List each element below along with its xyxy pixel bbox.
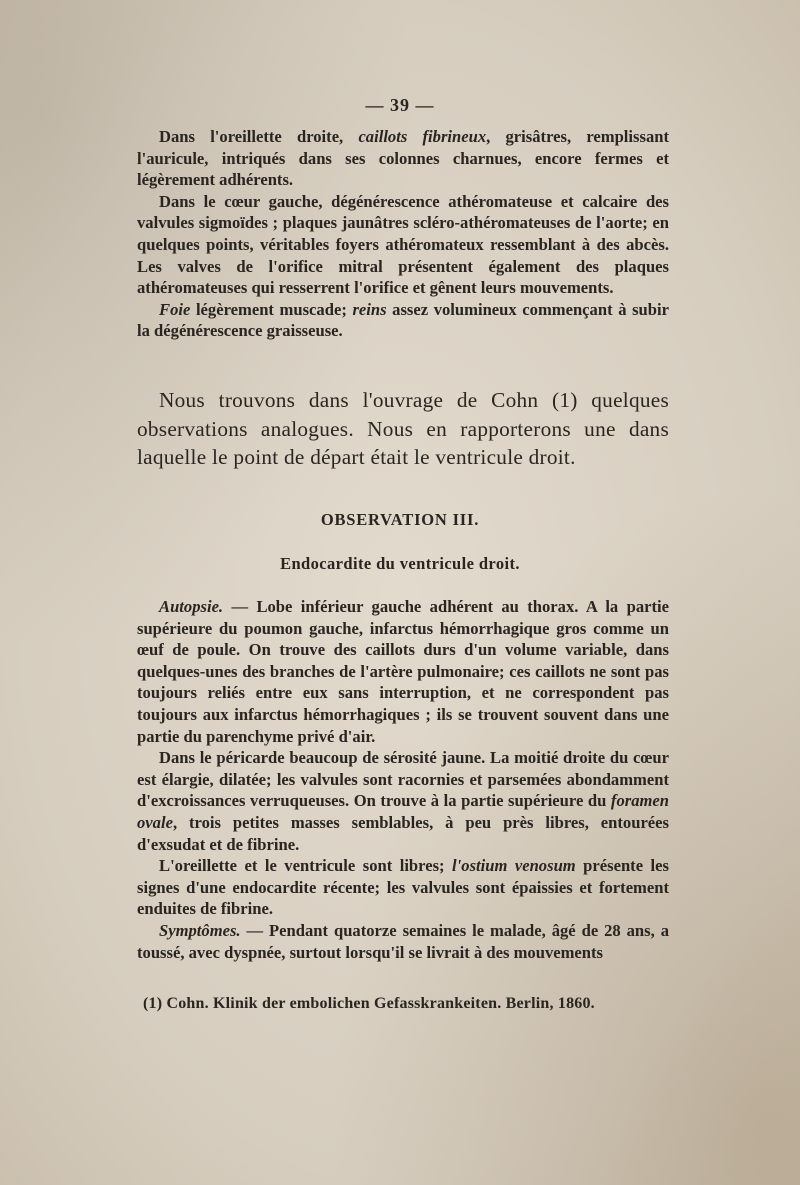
paragraph-right-atrium: Dans l'oreillette droite, caillots fibrineux, grisâtres, remplissant l'auricule, intriqués dans ses colonnes charnues, encore fermes et légèrement adhérents. [137, 127, 669, 190]
paragraph-atrium-ventricle: L'oreillette et le ventricule sont libres; l'ostium venosum présente les signes d'une endocardite récente; les valvules sont épaissies et fortement enduites de fibrine. [137, 856, 669, 919]
observation-body [137, 596, 669, 963]
observation-subtitle: Endocardite du ventricule droit. [280, 554, 520, 573]
page-number: — 39 — [365, 95, 435, 115]
paragraph-autopsy: Autopsie. — Lobe inférieur gauche adhérent au thorax. A la partie supérieure du poumon gauche, infarctus hémorrhagique gros comme un œuf de poule. On trouve des caillots durs d'un volume variable, dans quelques-unes des branches de l'artère pulmonaire; ces caillots ne sont pas toujours reliés entre eux sans interruption, et ne correspondent pas toujours aux infarctus hémorrhagiques ; ils se trouvent souvent dans une partie du parenchyme privé d'air. [137, 597, 669, 746]
paragraph-intro: Nous trouvons dans l'ouvrage de Cohn (1) quelques observations analogues. Nous en rapporterons une dans laquelle le point de départ était le ventricule droit. [137, 388, 669, 470]
footnote: (1) Cohn. Klinik der embolichen Gefasskrankeiten. Berlin, 1860. [143, 995, 595, 1012]
paragraph-pericardium: Dans le péricarde beaucoup de sérosité jaune. La moitié droite du cœur est élargie, dilatée; les valvules sont racornies et parsemées abondamment d'excroissances verruqueuses. On trouve à la partie supérieure du foramen ovale, trois petites masses semblables, à peu près libres, entourées d'exsudat et de fibrine. [137, 748, 669, 854]
autopsy-continuation [137, 126, 669, 342]
observation-title: OBSERVATION III. [320, 510, 480, 529]
paragraph-left-heart: Dans le cœur gauche, dégénérescence athéromateuse et calcaire des valvules sigmoïdes ; plaques jaunâtres scléro-athéromateuses de l'aorte; en quelques points, véritables foyers athéromateux ressemblant à des abcès. Les valves de l'orifice mitral présentent également des plaques athéromateuses qui resserrent l'orifice et gênent leurs mouvements. [137, 191, 669, 298]
paragraph-liver-kidneys: Foie légèrement muscade; reins assez volumineux commençant à subir la dégénérescence graisseuse. [137, 299, 669, 341]
intro-text [137, 386, 669, 472]
paragraph-symptoms: Symptômes. — Pendant quatorze semaines le malade, âgé de 28 ans, a toussé, avec dyspnée, surtout lorsqu'il se livrait à des mouvements [137, 920, 669, 962]
